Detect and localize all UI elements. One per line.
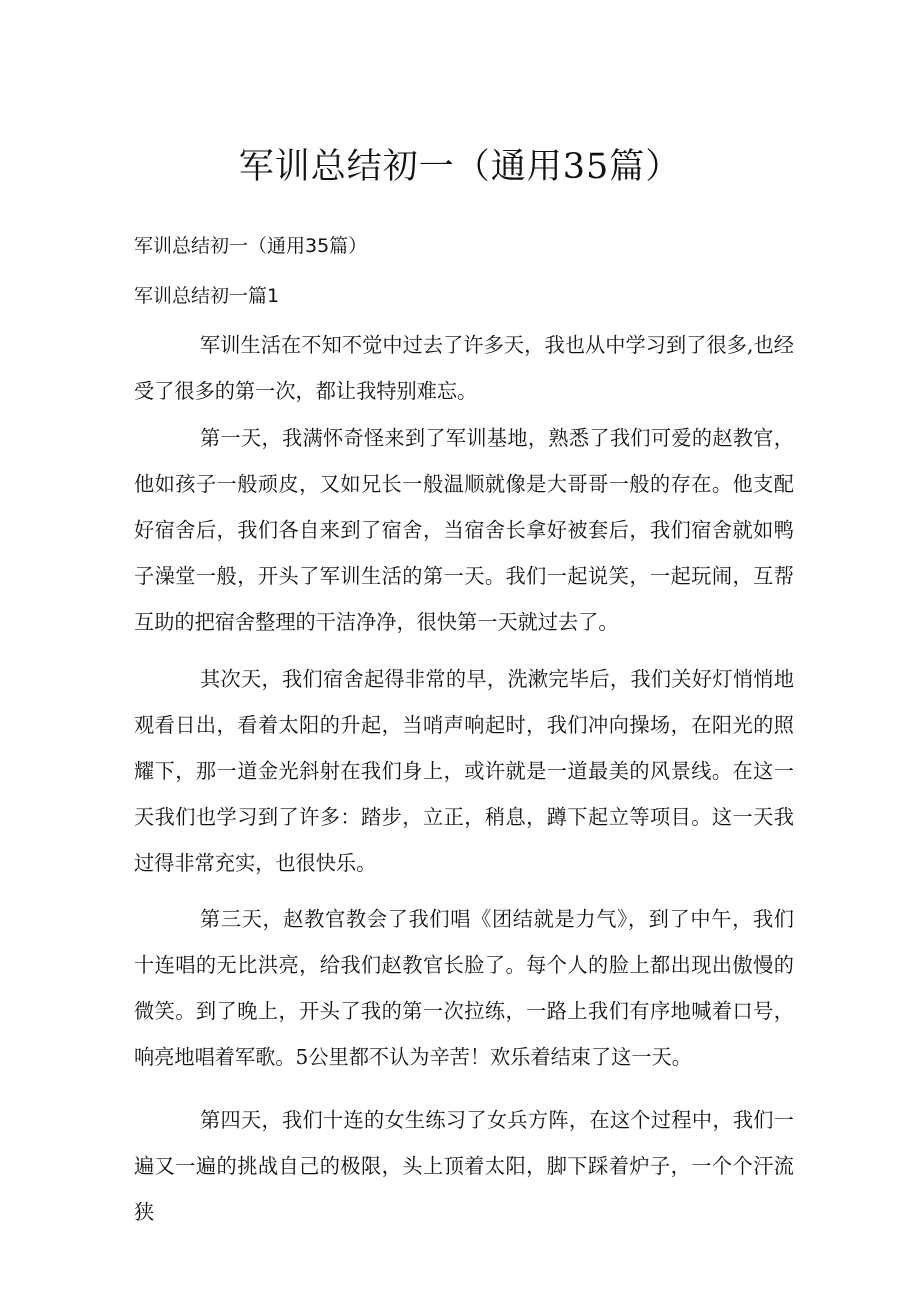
- document-subtitle: 军训总结初一（通用35篇）: [134, 235, 368, 257]
- document-title: 军训总结初一（通用35篇）: [238, 147, 682, 187]
- section-heading: 军训总结初一篇1: [134, 285, 280, 307]
- paragraph-5: 第四天，我们十连的女生练习了女兵方阵，在这个过程中，我们一遍又一遍的挑战自己的极限，头上顶着太阳，脚下踩着炉子，一个个汗流狭: [134, 1108, 794, 1224]
- paragraph-4: 第三天，赵教官教会了我们唱《团结就是力气》，到了中午，我们十连唱的无比洪亮，给我们赵教官长脸了。每个人的脸上都出现出傲慢的微笑。到了晚上，开头了我的第一次拉练，一路上我们有序地喊着口号，响亮地唱着军歌。5公里都不认为辛苦！欢乐着结束了这一天。: [134, 907, 794, 1069]
- paragraph-2: 第一天，我满怀奇怪来到了军训基地，熟悉了我们可爱的赵教官，他如孩子一般顽皮，又如兄长一般温顺就像是大哥哥一般的存在。他支配好宿舍后，我们各自来到了宿舍，当宿舍长拿好被套后，我们宿舍就如鸭子澡堂一般，开头了军训生活的第一天。我们一起说笑，一起玩闹，互帮互助的把宿舍整理的干洁净净，很快第一天就过去了。: [134, 426, 794, 634]
- paragraph-1: 军训生活在不知不觉中过去了许多天，我也从中学习到了很多,也经受了很多的第一次，都让我特别难忘。: [134, 333, 794, 403]
- paragraph-3: 其次天，我们宿舍起得非常的早，洗漱完毕后，我们关好灯悄悄地观看日出，看着太阳的升起，当哨声响起时，我们冲向操场，在阳光的照耀下，那一道金光斜射在我们身上，或许就是一道最美的风景线。在这一天我们也学习到了许多：踏步，立正，稍息，蹲下起立等项目。这一天我过得非常充实，也很快乐。: [134, 667, 794, 875]
